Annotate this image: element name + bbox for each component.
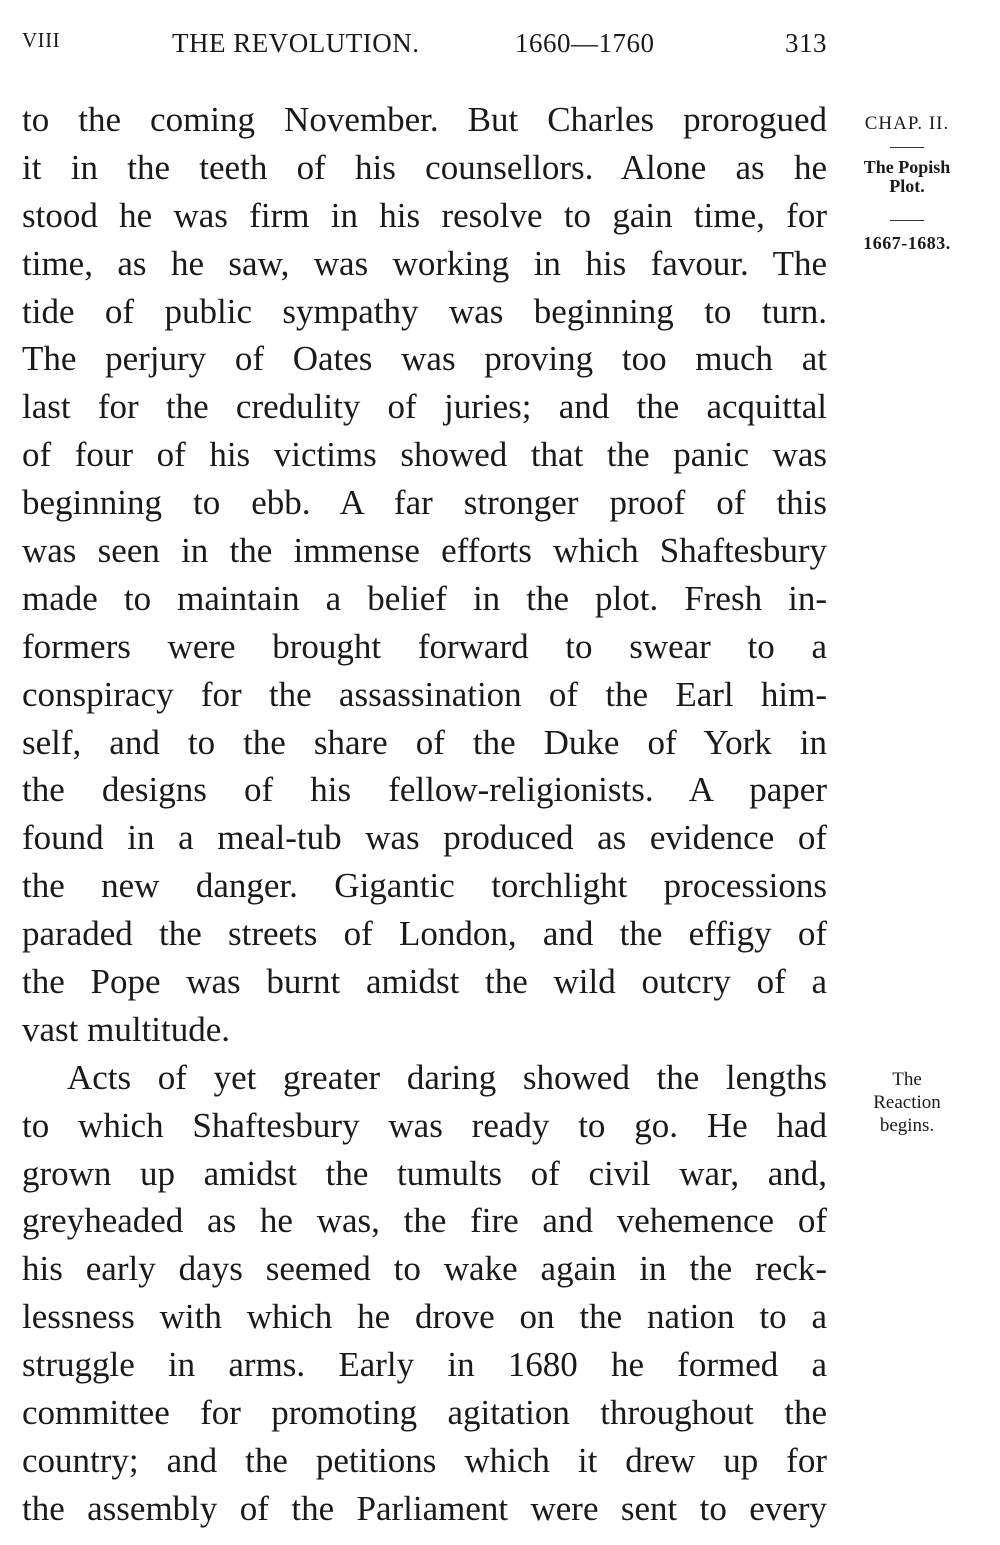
body-text — [22, 96, 827, 1533]
margin-subject — [832, 158, 982, 196]
text-line: was seen in the immense efforts which Shaftesbury — [22, 531, 827, 571]
text-line: the Pope was burnt amidst the wild outcry of a — [22, 962, 827, 1002]
text-line: to the coming November. But Charles prorogued — [22, 100, 827, 139]
text-line: Acts of yet greater daring showed the lengths — [67, 1057, 827, 1097]
text-line: stood he was firm in his resolve to gain time, for — [22, 195, 827, 235]
margin-subject-line: begins. — [879, 1115, 935, 1136]
text-line: found in a meal-tub was produced as evidence of — [22, 818, 827, 858]
text-line: last for the credulity of juries; and the acquittal — [22, 387, 827, 427]
running-header — [22, 28, 827, 64]
text-line: his early days seemed to wake again in the reck- — [22, 1249, 827, 1289]
paragraph-2 — [22, 1054, 827, 1533]
text-line: made to maintain a belief in the plot. Fresh in- — [22, 578, 827, 618]
text-line: to which Shaftesbury was ready to go. He had — [22, 1105, 827, 1145]
text-line: self, and to the share of the Duke of York in — [22, 722, 827, 762]
header-section-number: VIII — [22, 28, 61, 52]
text-line: formers were brought forward to swear to a — [22, 626, 827, 666]
margin-subject-line: The Popish — [863, 157, 951, 177]
text-line: The perjury of Oates was proving too much at — [22, 339, 827, 379]
margin-chapter-label: CHAP. II. — [864, 113, 950, 134]
margin-second-subject — [832, 1068, 982, 1137]
text-line: the assembly of the Parliament were sent to every — [22, 1488, 827, 1528]
paragraph-1 — [22, 96, 827, 1054]
text-line: time, as he saw, was working in his favour. The — [22, 243, 827, 283]
margin-subject-line: Plot. — [889, 176, 925, 196]
text-line: grown up amidst the tumults of civil war, and, — [22, 1153, 827, 1193]
header-dates: 1660—1760 — [515, 28, 655, 58]
text-line: struggle in arms. Early in 1680 he formed a — [22, 1345, 827, 1385]
text-line: committee for promoting agitation throughout the — [22, 1393, 827, 1433]
margin-subject-line: Reaction — [873, 1092, 941, 1113]
text-line: lessness with which he drove on the nation to a — [22, 1297, 827, 1337]
text-line: vast multitude. — [22, 1009, 231, 1049]
text-line: it in the teeth of his counsellors. Alone as he — [22, 147, 827, 187]
text-line: country; and the petitions which it drew up for — [22, 1440, 827, 1480]
header-title: THE REVOLUTION. — [172, 28, 420, 58]
text-line: tide of public sympathy was beginning to turn. — [22, 291, 827, 331]
margin-rule — [890, 220, 924, 221]
text-line: conspiracy for the assassination of the Earl him- — [22, 674, 827, 714]
margin-date-range: 1667-1683. — [863, 233, 951, 253]
text-line: the designs of his fellow-religionists. A paper — [22, 770, 827, 810]
text-line: greyheaded as he was, the fire and vehemence of — [22, 1201, 827, 1241]
margin-rule — [890, 147, 924, 148]
text-line: paraded the streets of London, and the effigy of — [22, 914, 827, 954]
text-line: beginning to ebb. A far stronger proof of this — [22, 483, 827, 523]
text-line: the new danger. Gigantic torchlight processions — [22, 866, 827, 906]
page-number: 313 — [785, 28, 827, 58]
text-line: of four of his victims showed that the panic was — [22, 435, 827, 475]
margin-subject-line: The — [892, 1069, 922, 1090]
